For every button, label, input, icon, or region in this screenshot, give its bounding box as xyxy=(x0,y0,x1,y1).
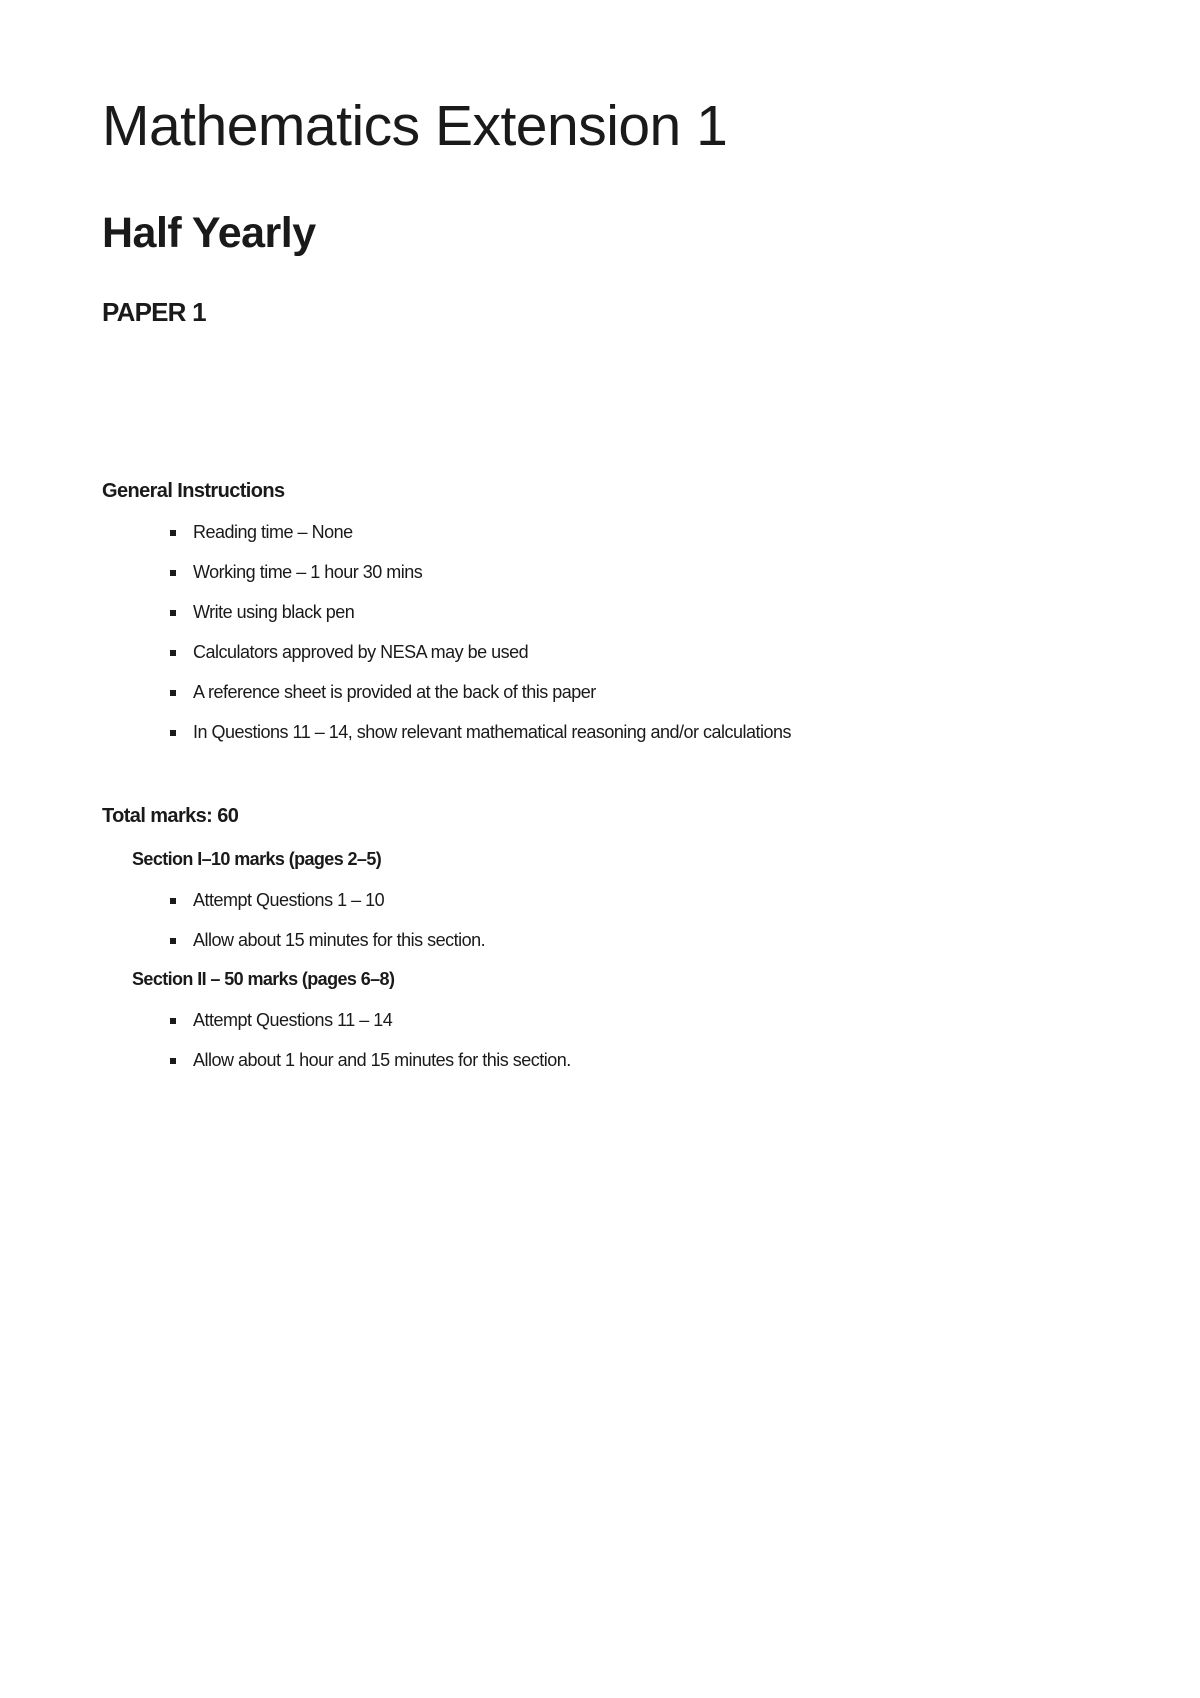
document-title: Mathematics Extension 1 xyxy=(102,94,728,158)
document-subtitle: Half Yearly xyxy=(102,209,316,257)
list-item-text: Working time – 1 hour 30 mins xyxy=(193,562,423,582)
square-bullet-icon xyxy=(170,938,176,944)
list-item xyxy=(170,1010,571,1050)
general-instructions-heading: General Instructions xyxy=(102,480,285,502)
square-bullet-icon xyxy=(170,898,176,904)
square-bullet-icon xyxy=(170,570,176,576)
general-instructions-list xyxy=(170,522,791,762)
square-bullet-icon xyxy=(170,690,176,696)
list-item xyxy=(170,890,485,930)
list-item-text: Attempt Questions 1 – 10 xyxy=(193,890,385,910)
list-item-text: Allow about 1 hour and 15 minutes for this section. xyxy=(193,1050,571,1070)
list-item xyxy=(170,722,791,762)
total-marks-heading: Total marks: 60 xyxy=(102,805,239,827)
list-item xyxy=(170,642,791,682)
paper-label: PAPER 1 xyxy=(102,297,206,327)
list-item-text: Allow about 15 minutes for this section. xyxy=(193,930,486,950)
section-1-heading: Section I–10 marks (pages 2–5) xyxy=(132,849,382,869)
square-bullet-icon xyxy=(170,530,176,536)
list-item-text: Write using black pen xyxy=(193,602,355,622)
square-bullet-icon xyxy=(170,730,176,736)
list-item xyxy=(170,522,791,562)
list-item-text: Calculators approved by NESA may be used xyxy=(193,642,529,662)
list-item-text: In Questions 11 – 14, show relevant mathematical reasoning and/or calculations xyxy=(193,722,792,742)
section-2-heading: Section II – 50 marks (pages 6–8) xyxy=(132,969,395,989)
list-item-text: Attempt Questions 11 – 14 xyxy=(193,1010,393,1030)
list-item-text: A reference sheet is provided at the back of this paper xyxy=(193,682,596,702)
square-bullet-icon xyxy=(170,1018,176,1024)
section-1-list xyxy=(170,890,485,970)
list-item xyxy=(170,682,791,722)
list-item xyxy=(170,1050,571,1090)
list-item-text: Reading time – None xyxy=(193,522,353,542)
square-bullet-icon xyxy=(170,650,176,656)
list-item xyxy=(170,930,485,970)
square-bullet-icon xyxy=(170,1058,176,1064)
list-item xyxy=(170,562,791,602)
section-2-list xyxy=(170,1010,571,1090)
list-item xyxy=(170,602,791,642)
square-bullet-icon xyxy=(170,610,176,616)
